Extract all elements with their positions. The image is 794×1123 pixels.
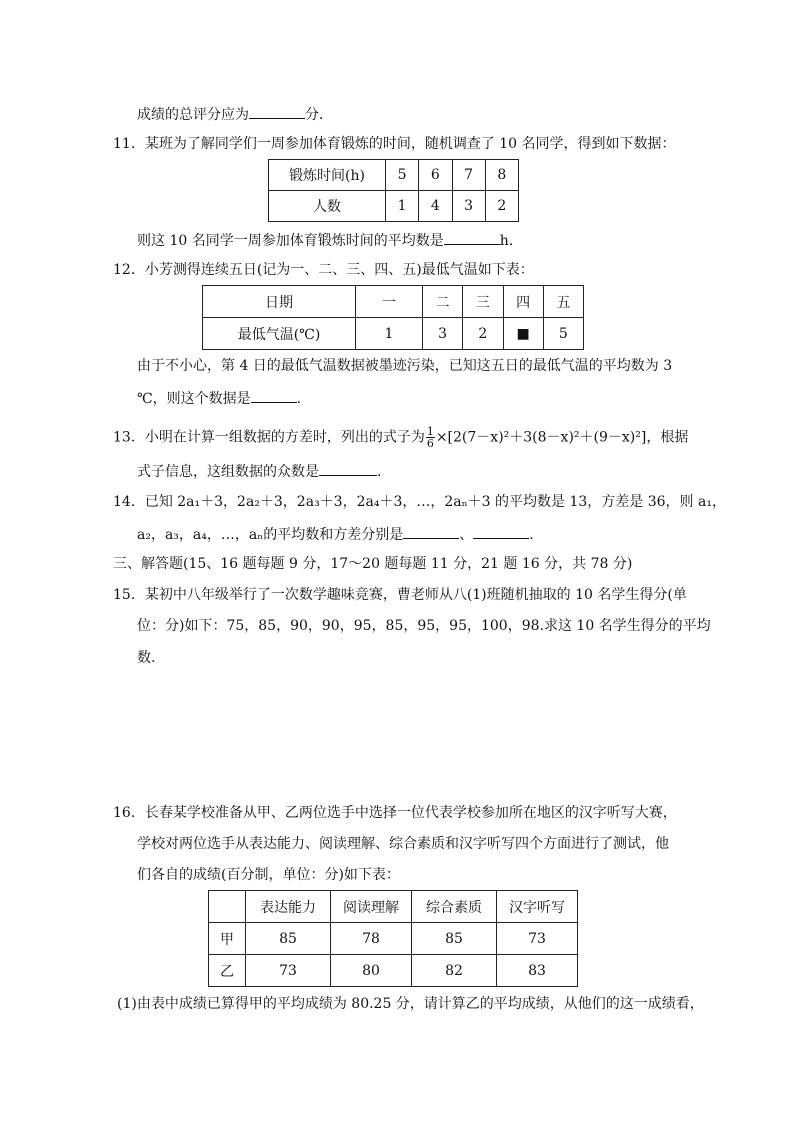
q12-cell: 1 (356, 318, 423, 350)
q16-cell: 表达能力 (246, 891, 331, 923)
q16-table (208, 890, 578, 987)
q11-cell: 6 (419, 160, 452, 191)
q13-line1 (113, 426, 688, 449)
q15-line2: 位：分)如下：75，85，90，90，95，85，95，95，100，98.求这 10 名学生得分的平均 (137, 618, 711, 634)
q11-answer-blank[interactable] (444, 229, 500, 245)
q16-cell: 85 (246, 923, 331, 955)
q13-answer-blank[interactable] (319, 460, 377, 476)
q12-after-2-text: ℃，则这个数据是 (137, 391, 251, 407)
q16-line1: 16．长春某学校准备从甲、乙两位选手中选择一位代表学校参加所在地区的汉字听写大赛， (113, 805, 677, 821)
q12-ink-stain-cell: ■ (503, 318, 543, 350)
q13-line2-text: 式子信息，这组数据的众数是 (137, 464, 319, 480)
q12-cell: 五 (543, 286, 583, 318)
q16-line3: 们各自的成绩(百分制，单位：分)如下表： (137, 867, 400, 883)
q12-cell: 三 (463, 286, 503, 318)
q11-cell: 5 (386, 160, 419, 191)
q12-cell: 最低气温(℃) (203, 318, 356, 350)
q13-frac-den: 6 (426, 437, 434, 450)
q13-frac-num: 1 (426, 425, 434, 438)
q12-cell: 3 (423, 318, 463, 350)
q14-line2 (137, 523, 543, 545)
q10-unit: 分． (305, 107, 333, 123)
q15-line3: 数. (137, 650, 156, 666)
q16-line2: 学校对两位选手从表达能力、阅读理解、综合素质和汉字听写四个方面进行了测试，他 (137, 836, 669, 852)
q12-cell: 2 (463, 318, 503, 350)
q16-cell: 73 (497, 923, 578, 955)
q12-answer-blank[interactable] (251, 387, 297, 403)
q11-table (268, 159, 519, 222)
q13-expr: ×[2(7－x)²＋3(8－x)²＋(9－x)²]，根据 (435, 429, 689, 446)
q13-fraction (426, 426, 435, 449)
q11-cell: 1 (386, 191, 419, 222)
q10-answer-blank[interactable] (249, 103, 305, 119)
q16-cell: 综合素质 (412, 891, 497, 923)
q11-cell: 2 (485, 191, 518, 222)
q13-prefix: 13．小明在计算一组数据的方差时，列出的式子为 (113, 429, 425, 446)
q12-after-2-end: ． (296, 391, 311, 407)
q12-cell: 日期 (203, 286, 356, 318)
q16-cell: 阅读理解 (331, 891, 412, 923)
q11-cell: 3 (452, 191, 485, 222)
q13-line2 (137, 460, 391, 482)
q12-after-1: 由于不小心，第 4 日的最低气温数据被墨迹污染，已知这五日的最低气温的平均数为 3 (137, 358, 673, 374)
q12-cell: 二 (423, 286, 463, 318)
q12-cell: 5 (543, 318, 583, 350)
q10-tail (137, 103, 333, 125)
q12-cell: 一 (356, 286, 423, 318)
q11-after (137, 229, 513, 251)
q15-line1: 15．某初中八年级举行了一次数学趣味竞赛，曹老师从八(1)班随机抽取的 10 名学生得分(单 (113, 587, 687, 603)
q16-cell: 甲 (209, 923, 246, 955)
q13-line2-end: ． (377, 464, 391, 480)
q12-after-2 (137, 387, 311, 409)
q16-cell: 83 (497, 955, 578, 987)
q12-text: 12．小芳测得连续五日(记为一、二、三、四、五)最低气温如下表： (113, 262, 534, 278)
q16-cell: 73 (246, 955, 331, 987)
q11-cell: 4 (419, 191, 452, 222)
q14-mean-blank[interactable] (403, 523, 459, 539)
q16-cell: 乙 (209, 955, 246, 987)
q16-cell: 85 (412, 923, 497, 955)
q11-cell: 锻炼时间(h) (269, 160, 386, 191)
q12-table (202, 285, 584, 350)
q16-cell (209, 891, 246, 923)
q16-part1: (1)由表中成绩已算得甲的平均成绩为 80.25 分，请计算乙的平均成绩，从他们的这一成绩看， (117, 996, 704, 1012)
q14-variance-blank[interactable] (473, 523, 529, 539)
q11-after-text: 则这 10 名同学一周参加体育锻炼时间的平均数是 (137, 233, 444, 249)
q11-cell: 人数 (269, 191, 386, 222)
q16-cell: 82 (412, 955, 497, 987)
q11-text: 11．某班为了解同学们一周参加体育锻炼的时间，随机调查了 10 名同学，得到如下数据： (113, 136, 676, 152)
q11-cell: 8 (485, 160, 518, 191)
q14-sep: 、 (459, 527, 474, 543)
q14-line1: 14．已知 2a₁＋3，2a₂＋3，2a₃＋3，2a₄＋3，…，2aₙ＋3 的平均数是 13，方差是 36，则 a₁， (113, 494, 726, 510)
q14-line2-text: a₂，a₃，a₄，…，aₙ的平均数和方差分别是 (137, 527, 404, 543)
q16-cell: 78 (331, 923, 412, 955)
q11-after-unit: h. (499, 233, 514, 249)
q11-cell: 7 (452, 160, 485, 191)
q12-cell: 四 (503, 286, 543, 318)
q14-end: ． (529, 527, 544, 543)
q16-cell: 80 (331, 955, 412, 987)
q16-cell: 汉字听写 (497, 891, 578, 923)
section-3-heading: 三、解答题(15、16 题每题 9 分，17～20 题每题 11 分，21 题 16 分，共 78 分) (113, 556, 633, 572)
q10-text: 成绩的总评分应为 (137, 107, 249, 123)
